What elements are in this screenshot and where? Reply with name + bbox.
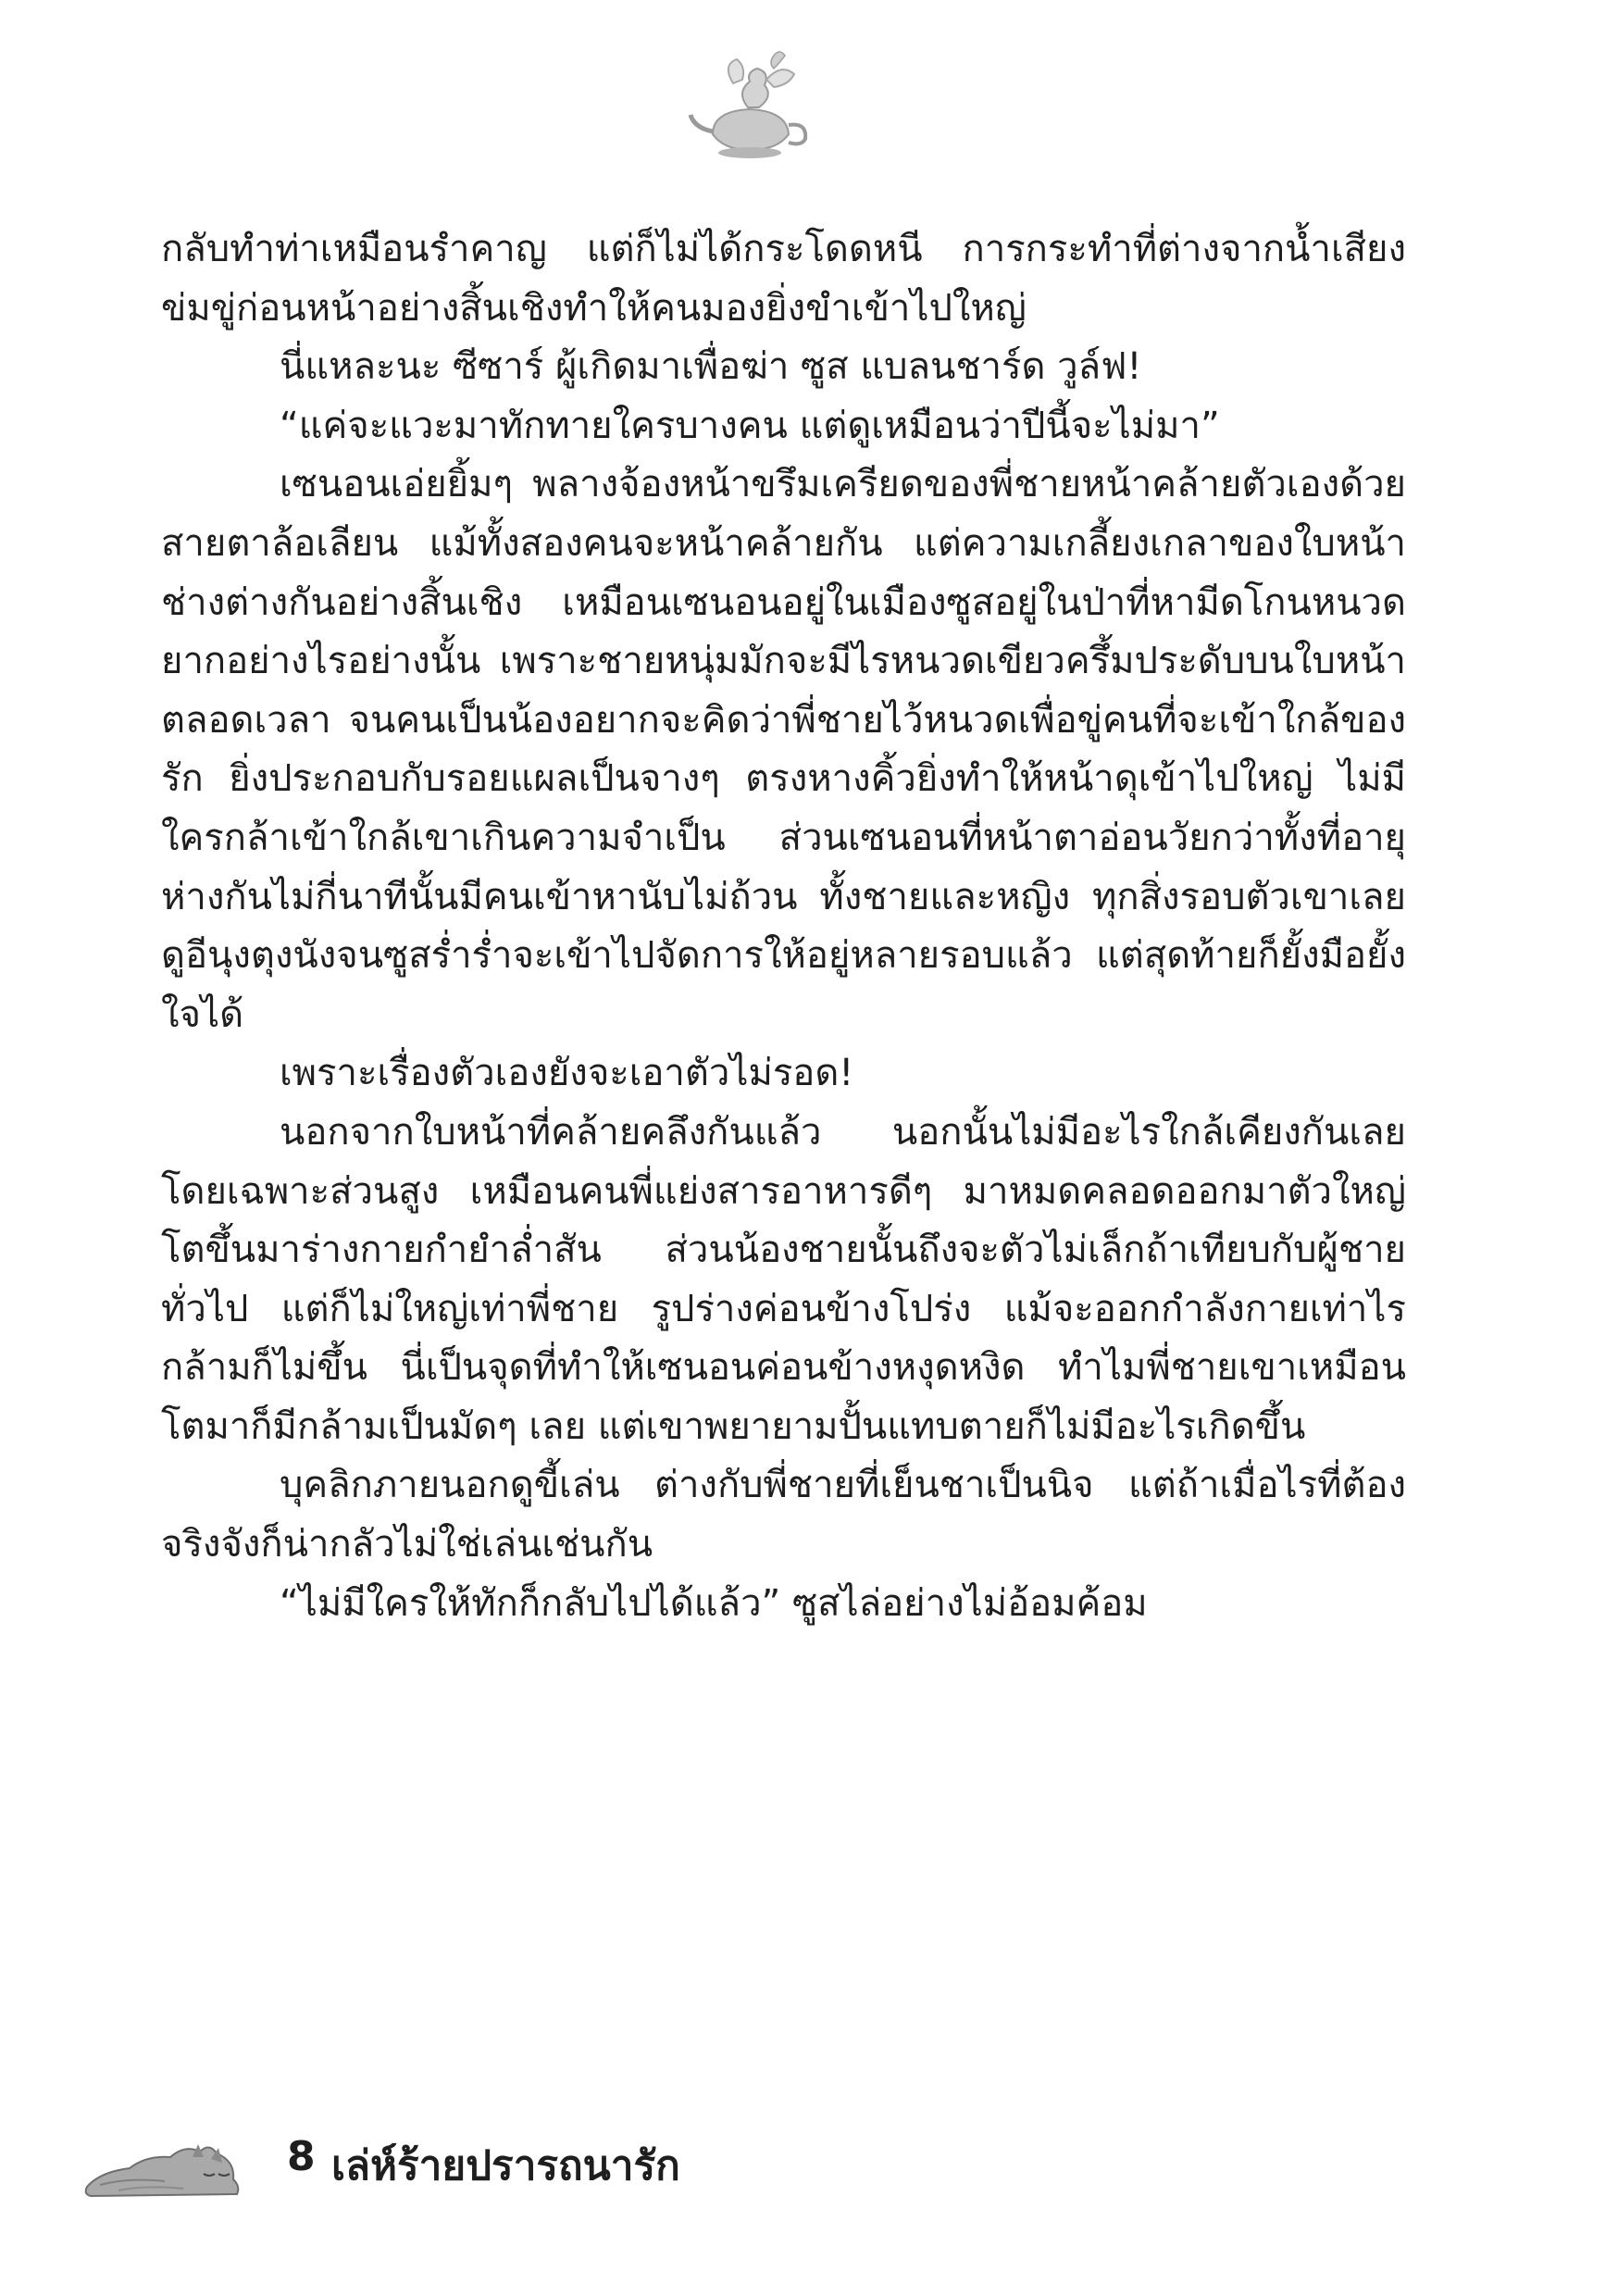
paragraph-8: “ไม่มีใครให้ทักก็กลับไปได้แล้ว” ซูสไล่อย่างไม่อ้อมค้อม [280,1581,1148,1625]
body-text [161,220,1406,1633]
paragraph-2: นี่แหละนะ ซีซาร์ ผู้เกิดมาเพื่อฆ่า ซูส แบลนชาร์ด วูล์ฟ! [280,345,1142,389]
paragraph-5: เพราะเรื่องตัวเองยังจะเอาตัวไม่รอด! [280,1052,854,1095]
paragraph-7: บุคลิกภายนอกดูขี้เล่น ต่างกับพี่ชายที่เย็นชาเป็นนิจ แต่ถ้าเมื่อไรที่ต้องจริงจังก็น่ากลัวไม่ใช่เล่นเช่นกัน [161,1464,1406,1566]
paragraph-1: กลับทำท่าเหมือนรำคาญ แต่ก็ไม่ได้กระโดดหนี การกระทำที่ต่างจากน้ำเสียงข่มขู่ก่อนหน้าอย่างสิ้นเชิงทำให้คนมองยิ่งขำเข้าไปใหญ่ [161,228,1406,330]
paragraph-4: เซนอนเอ่ยยิ้มๆ พลางจ้องหน้าขรึมเครียดของพี่ชายหน้าคล้ายตัวเองด้วยสายตาล้อเลียน แม้ทั้งสองคนจะหน้าคล้ายกัน แต่ความเกลี้ยงเกลาของใบหน้าช่างต่างกันอย่างสิ้นเชิง เหมือนเซนอนอยู่ในเมืองซูสอยู่ในป่าที่หามีดโกนหนวดยากอย่างไรอย่างนั้น เพราะชายหนุ่มมักจะมีไรหนวดเขียวครึ้มประดับบนใบหน้าตลอดเวลา จนคนเป็นน้องอยากจะคิดว่าพี่ชายไว้หนวดเพื่อขู่คนที่จะเข้าใกล้ของรัก ยิ่งประกอบกับรอยแผลเป็นจางๆ ตรงหางคิ้วยิ่งทำให้หน้าดุเข้าไปใหญ่ ไม่มีใครกล้าเข้าใกล้เขาเกินความจำเป็น ส่วนเซนอนที่หน้าตาอ่อนวัยกว่าทั้งที่อายุห่างกันไม่กี่นาทีนั้นมีคนเข้าหานับไม่ถ้วน ทั้งชายและหญิง ทุกสิ่งรอบตัวเขาเลยดูอีนุงตุงนังจนซูสร่ำร่ำจะเข้าไปจัดการให้อยู่หลายรอบแล้ว แต่สุดท้ายก็ยั้งมือยั้งใจได้ [161,463,1406,1036]
cupid-teapot-icon [685,46,815,167]
paragraph-3: “แค่จะแวะมาทักทายใครบางคน แต่ดูเหมือนว่าปีนี้จะไม่มา” [280,404,1220,447]
page-footer [81,2120,822,2203]
paragraph-6: นอกจากใบหน้าที่คล้ายคลึงกันแล้ว นอกนั้นไม่มีอะไรใกล้เคียงกันเลย โดยเฉพาะส่วนสูง เหมือนคนพี่แย่งสารอาหารดีๆ มาหมดคลอดออกมาตัวใหญ่ โตขึ้นมาร่างกายกำยำล่ำสัน ส่วนน้องชายนั้นถึงจะตัวไม่เล็กถ้าเทียบกับผู้ชายทั่วไป แต่ก็ไม่ใหญ่เท่าพี่ชาย รูปร่างค่อนข้างโปร่ง แม้จะออกกำลังกายเท่าไรกล้ามก็ไม่ขึ้น นี่เป็นจุดที่ทำให้เซนอนค่อนข้างหงุดหงิด ทำไมพี่ชายเขาเหมือนโตมาก็มีกล้ามเป็นมัดๆ เลย แต่เขาพยายามปั้นแทบตายก็ไม่มีอะไรเกิดขึ้น [161,1110,1406,1448]
book-title: เล่ห์ร้ายปรารถนารัก [331,2142,680,2190]
sleeping-cat-icon [81,2120,248,2203]
page-number: 8 [287,2133,316,2180]
